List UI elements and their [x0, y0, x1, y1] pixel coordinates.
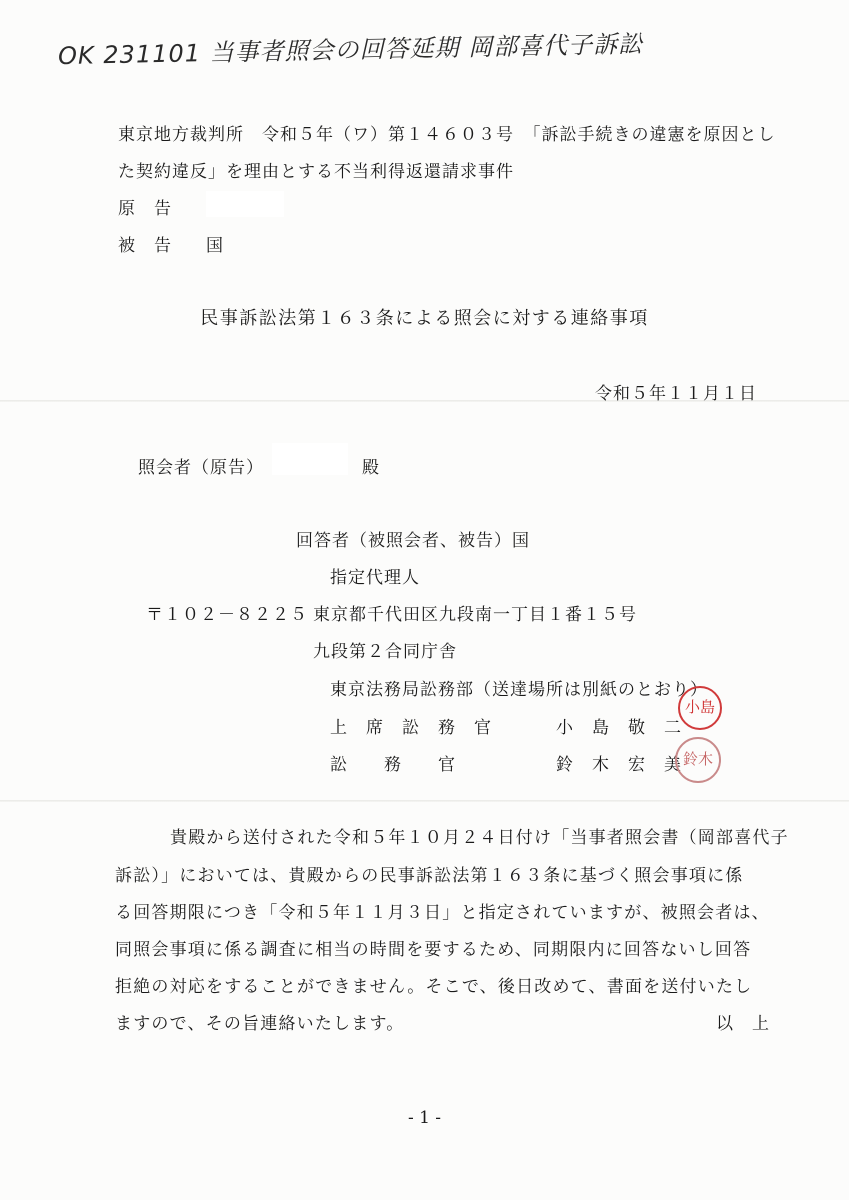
redacted-inquirer-name: [272, 443, 348, 475]
defendant-label: 被 告: [118, 236, 172, 256]
office-line: 東京法務局訟務部（送達場所は別紙のとおり）: [330, 680, 708, 700]
seal-stamp-2: [675, 737, 721, 783]
case-line-1: 東京地方裁判所 令和５年（ワ）第１４６０３号 「訴訟手続きの違憲を原因とし: [118, 125, 776, 145]
document-date: 令和５年１１月１日: [595, 384, 757, 404]
seal-stamp-2-text: 鈴木: [682, 750, 713, 769]
redacted-plaintiff-name: [206, 191, 284, 217]
officer-2-name: 鈴 木 宏 美: [556, 755, 682, 775]
inquirer-honorific: 殿: [362, 458, 380, 478]
body-line-4: 同照会事項に係る調査に相当の時間を要するため、同期限内に回答ないし回答: [115, 940, 752, 960]
agent-label: 指定代理人: [330, 568, 420, 588]
page-number: - 1 -: [407, 1108, 442, 1128]
officer-1-title: 上 席 訟 務 官: [330, 718, 492, 738]
handwritten-note: OK 231101 当事者照会の回答延期 岡部喜代子訴訟: [57, 29, 644, 71]
closing-mark: 以 上: [716, 1014, 770, 1034]
plaintiff-label: 原 告: [118, 199, 172, 219]
body-line-6: ますので、その旨連絡いたします。: [115, 1014, 405, 1034]
responder-line: 回答者（被照会者、被告）国: [296, 531, 530, 551]
officer-2-title: 訟 務 官: [330, 755, 456, 775]
body-line-5: 拒絶の対応をすることができません。そこで、後日改めて、書面を送付いたし: [115, 977, 753, 997]
officer-1-name: 小 島 敬 二: [556, 718, 682, 738]
body-line-2: 訴訟）」においては、貴殿からの民事訴訟法第１６３条に基づく照会事項に係: [115, 866, 744, 886]
inquirer-label: 照会者（原告）: [138, 458, 264, 478]
defendant-value: 国: [206, 236, 224, 256]
seal-stamp-1-text: 小島: [684, 698, 715, 717]
address-line-2: 九段第２合同庁舎: [313, 642, 457, 662]
fold-line: [0, 800, 849, 802]
postal-code: 〒１０２－８２２５: [146, 605, 308, 625]
case-line-2: た契約違反」を理由とする不当利得返還請求事件: [118, 162, 514, 182]
body-line-1: 貴殿から送付された令和５年１０月２４日付け「当事者照会書（岡部喜代子: [170, 828, 789, 848]
document-title: 民事訴訟法第１６３条による照会に対する連絡事項: [200, 308, 649, 329]
address-line-1: 東京都千代田区九段南一丁目１番１５号: [313, 605, 637, 625]
seal-stamp-1: [678, 686, 722, 730]
body-line-3: る回答期限につき「令和５年１１月３日」と指定されていますが、被照会者は、: [115, 903, 770, 923]
